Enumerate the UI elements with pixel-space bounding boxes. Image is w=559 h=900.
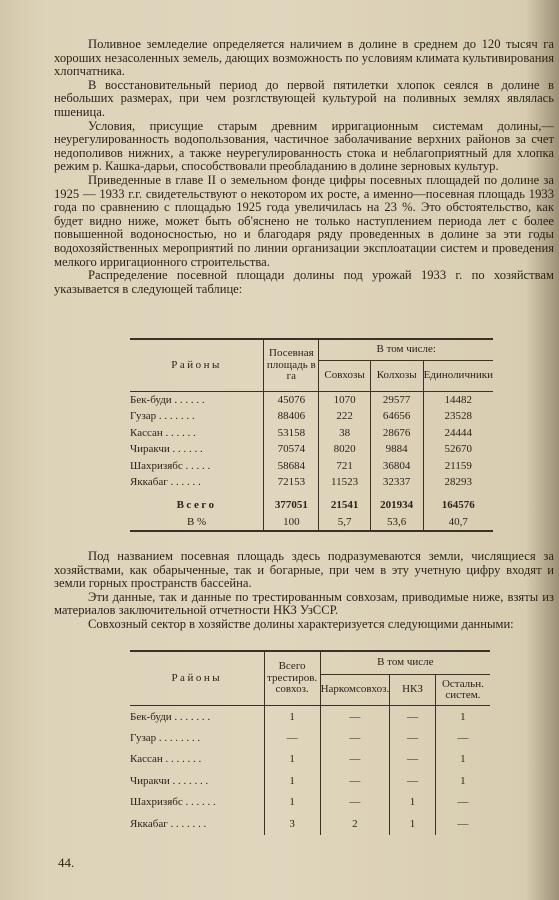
percent-label: В % [130,514,264,531]
table-cell: 1 [435,749,490,771]
table-row [130,425,493,442]
header-sown-area: Посевная площадь в га [264,339,319,392]
paragraph: В восстановительный период до первой пятилетки хлопок сеялся в долине в небольших размерах, при чем розглствующей культурой на поливных землях являлась пшеница. [54,77,554,119]
header-districts: Районы [130,339,264,392]
table-cell: 24444 [423,425,493,442]
table-cell: 9884 [370,441,423,458]
district-name: Кассан . . . . . . . [130,753,202,766]
table-cell: 53158 [264,425,319,442]
table-cell: 53,6 [370,514,423,531]
table-cell: 70574 [264,441,319,458]
table-cell: 164576 [423,497,493,514]
table-row [130,441,493,458]
table-cell: 21541 [319,497,370,514]
table-cell: 58684 [264,458,319,475]
table-cell: 21159 [423,458,493,475]
body-text-middle [54,550,554,632]
paragraph: Поливное земледелие определяется наличием в долине в среднем до 120 тысяч га хороших незасоленных земель, дающих возможность по условиям климата культивирования хлопчатника. [54,37,554,79]
district-name: Кассан . . . . . . [130,426,196,439]
table-cell: — [320,727,390,749]
page-number: 44. [58,855,75,870]
table-cell: 11523 [319,474,370,491]
table-cell: 1 [264,770,320,792]
table-cell: 1 [264,749,320,771]
table-cell: 1 [390,813,436,835]
district-name: Бек-буди . . . . . . . [130,710,211,723]
table-row [130,706,490,728]
table-cell: 8020 [319,441,370,458]
sovkhoz-sector-table [130,650,490,835]
table-cell: 5,7 [319,514,370,531]
district-name: Шахризябс . . . . . . [130,796,216,809]
table-cell: 1 [264,706,320,728]
table-cell: 40,7 [423,514,493,531]
header-individual: Единоличники [423,361,493,392]
table-row [130,749,490,771]
table-cell: 38 [319,425,370,442]
table-cell: 52670 [423,441,493,458]
table-cell: — [264,727,320,749]
table-cell: 32337 [370,474,423,491]
table-row [130,792,490,814]
header-other-systems: Остальн. систем. [435,675,490,706]
table-cell: 1 [390,792,436,814]
table-cell: 1 [435,770,490,792]
table-cell: 222 [319,408,370,425]
district-name: Бек-буди . . . . . . [130,394,205,406]
table-cell: 88406 [264,408,319,425]
total-row [130,497,493,514]
header-districts: Районы [130,651,264,706]
table-row [130,727,490,749]
paragraph: Совхозный сектор в хозяйстве долины характеризуется следующими данными: [88,616,514,631]
table-cell: — [390,770,436,792]
header-sovkhozes: Совхозы [319,361,370,392]
header-kolkhozes: Колхозы [370,361,423,392]
table-cell: — [435,727,490,749]
table-row [130,770,490,792]
table-cell: 14482 [423,392,493,409]
table-cell: — [435,813,490,835]
paragraph: Условия, присущие старым древним ирригационным системам долины,— неурегулированность водопользования, частичное заболачивание верхних районов за счет недополивов нижних, а также неурегулированность стока и неблагоприятный для хлопка режим р. Кашка-дарьи, способствовали преобладанию в долине зерновых культур. [54,118,554,174]
percent-row [130,514,493,531]
table-cell: 64656 [370,408,423,425]
district-name: Яккабаг . . . . . . . [130,817,207,830]
table-cell: — [320,792,390,814]
district-name: Яккабаг . . . . . . [130,476,201,489]
header-total-trusted: Всего трестиров. совхоз. [264,651,320,706]
table-cell: 1 [264,792,320,814]
table-cell: — [320,770,390,792]
district-name: Чиракчи . . . . . . . [130,774,209,787]
table-cell: 23528 [423,408,493,425]
table-row [130,458,493,475]
header-nkz: НКЗ [390,675,436,706]
paragraph: Приведенные в главе II о земельном фонде цифры посевных площадей по долине за 1925 — 1933 г.г. свидетельствуют о некотором их росте, а именно—посевная площадь 1933 года по сравнению с площадью 1925 года увеличилась на 23 %. Это обстоятельство, как будет видно ниже, может быть об'яснено не только наступлением периода лет с более повышенной водоносностью, но и благодаря ряду проведенных в долине за эти годы водохозяйственных мероприятий по линии организации эксплоатации систем и проведения мелкого ирригационного строительства. [54,172,554,269]
district-name: Чиракчи . . . . . . [130,443,203,456]
table-cell: — [320,749,390,771]
table-cell: — [435,792,490,814]
table-cell: 29577 [370,392,423,409]
paragraph: Под названием посевная площадь здесь подразумеваются земли, числящиеся за хозяйствами, как обарыченные, так и богарные, при чем в эту учетную цифру входят и земли горных пространств бассейна. [54,549,554,591]
table-row [130,813,490,835]
body-text-top [54,38,554,296]
table-cell: 36804 [370,458,423,475]
table-cell: 2 [320,813,390,835]
paragraph: Эти данные, так и данные по трестированным совхозам, приводимые ниже, взяты из материалов заключительной отчетности НКЗ УзССР. [54,589,554,618]
paragraph: Распределение посевной площади долины под урожай 1933 г. по хозяйствам указывается в следующей таблице: [54,268,554,296]
district-name: Шахризябс . . . . . [130,459,211,472]
table-cell: 201934 [370,497,423,514]
table-cell: 100 [264,514,319,531]
table-cell: — [390,706,436,728]
table-cell: 721 [319,458,370,475]
header-including: В том числе [320,651,490,675]
table-cell: 377051 [264,497,319,514]
table-cell: 1 [435,706,490,728]
table-cell: — [390,727,436,749]
sown-area-table [130,338,493,532]
table-cell: 45076 [264,392,319,409]
table-cell: 72153 [264,474,319,491]
district-name: Гузар . . . . . . . . [130,731,201,744]
header-narkom-sovkhozes: Наркомсовхоз. [320,675,390,706]
table-row [130,408,493,425]
table-cell: — [320,706,390,728]
district-name: Гузар . . . . . . . [130,410,195,423]
table-cell: 28293 [423,474,493,491]
header-including: В том числе: [319,339,493,361]
table-row [130,474,493,491]
table-cell: — [390,749,436,771]
total-label: Всего [176,499,217,511]
table-cell: 3 [264,813,320,835]
table-cell: 28676 [370,425,423,442]
table-cell: 1070 [319,392,370,409]
table-row [130,392,493,409]
